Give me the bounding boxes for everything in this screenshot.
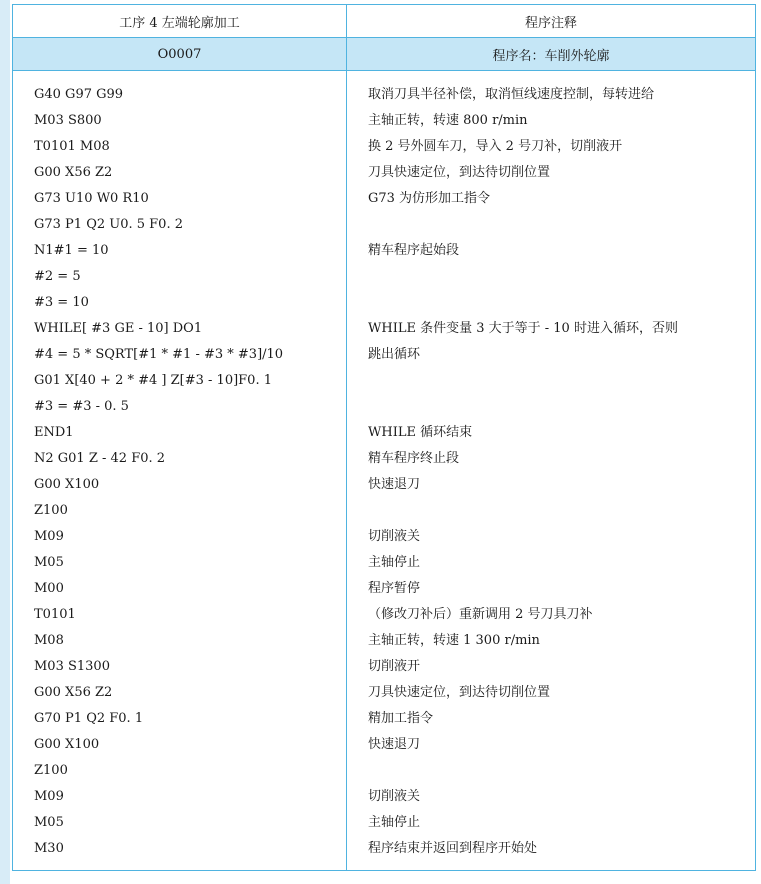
note-line: 切削液关: [368, 529, 421, 544]
notes-column: [347, 71, 756, 871]
code-line: M09: [34, 789, 64, 804]
side-strip: [0, 0, 10, 884]
code-line: G73 P1 Q2 U0. 5 F0. 2: [34, 217, 183, 232]
note-line: 取消刀具半径补偿，取消恒线速度控制，每转进给: [368, 87, 655, 102]
note-line: [368, 212, 755, 238]
note-line: 主轴停止: [368, 555, 421, 570]
code-line: T0101: [34, 607, 76, 622]
code-line: T0101 M08: [34, 139, 110, 154]
code-line: G00 X56 Z2: [34, 165, 113, 180]
code-line: G00 X100: [34, 477, 100, 492]
note-line: 主轴正转，转速 1 300 r/min: [368, 633, 540, 648]
code-column: [13, 71, 347, 871]
note-line: 切削液开: [368, 659, 421, 674]
note-line: 快速退刀: [368, 737, 421, 752]
note-line: 主轴正转，转速 800 r/min: [368, 113, 528, 128]
code-line: M00: [34, 581, 64, 596]
note-line: [368, 394, 755, 420]
code-line: G01 X[40 + 2 * #4 ] Z[#3 - 10]F0. 1: [34, 373, 272, 388]
note-line: 刀具快速定位，到达待切削位置: [368, 165, 551, 180]
code-line: N2 G01 Z - 42 F0. 2: [34, 451, 166, 466]
header-process: 工序 4 左端轮廓加工: [13, 5, 347, 38]
note-line: 快速退刀: [368, 477, 421, 492]
code-line: G00 X100: [34, 737, 100, 752]
note-line: [368, 264, 755, 290]
note-line: 换 2 号外圆车刀，导入 2 号刀补，切削液开: [368, 139, 623, 154]
code-line: N1#1 = 10: [34, 243, 109, 258]
note-line: 精车程序起始段: [368, 243, 460, 258]
code-line: M05: [34, 815, 64, 830]
note-line: 切削液关: [368, 789, 421, 804]
program-table: [12, 4, 756, 871]
note-line: WHILE 条件变量 3 大于等于 - 10 时进入循环，否则: [368, 321, 678, 336]
code-line: #2 = 5: [34, 269, 81, 284]
program-number: O0007: [13, 38, 347, 71]
note-line: 精车程序终止段: [368, 451, 460, 466]
note-line: G73 为仿形加工指令: [368, 191, 491, 206]
program-row: [13, 38, 756, 71]
note-line: 程序结束并返回到程序开始处: [368, 841, 538, 856]
note-line: [368, 368, 755, 394]
code-line: Z100: [34, 763, 68, 778]
header-row: [13, 5, 756, 38]
code-line: END1: [34, 425, 74, 440]
code-line: G00 X56 Z2: [34, 685, 113, 700]
note-line: WHILE 循环结束: [368, 425, 473, 440]
code-line: M08: [34, 633, 64, 648]
note-line: （修改刀补后）重新调用 2 号刀具刀补: [368, 607, 593, 622]
code-line: M05: [34, 555, 64, 570]
code-line: G40 G97 G99: [34, 87, 124, 102]
header-notes: 程序注释: [347, 5, 756, 38]
code-line: WHILE[ #3 GE - 10] DO1: [34, 321, 203, 336]
program-name: 程序名：车削外轮廓: [347, 38, 756, 71]
note-line: [368, 758, 755, 784]
note-line: 跳出循环: [368, 347, 421, 362]
code-line: #4 = 5 * SQRT[#1 * #1 - #3 * #3]/10: [34, 347, 284, 362]
code-line: #3 = 10: [34, 295, 89, 310]
note-line: [368, 498, 755, 524]
note-line: 程序暂停: [368, 581, 421, 596]
code-line: M03 S800: [34, 113, 102, 128]
note-line: 刀具快速定位，到达待切削位置: [368, 685, 551, 700]
body-row: [13, 71, 756, 871]
code-line: G70 P1 Q2 F0. 1: [34, 711, 144, 726]
code-line: Z100: [34, 503, 68, 518]
code-line: M09: [34, 529, 64, 544]
code-line: #3 = #3 - 0. 5: [34, 399, 129, 414]
code-line: M30: [34, 841, 64, 856]
note-line: 精加工指令: [368, 711, 434, 726]
note-line: [368, 290, 755, 316]
note-line: 主轴停止: [368, 815, 421, 830]
code-line: M03 S1300: [34, 659, 110, 674]
code-line: G73 U10 W0 R10: [34, 191, 149, 206]
